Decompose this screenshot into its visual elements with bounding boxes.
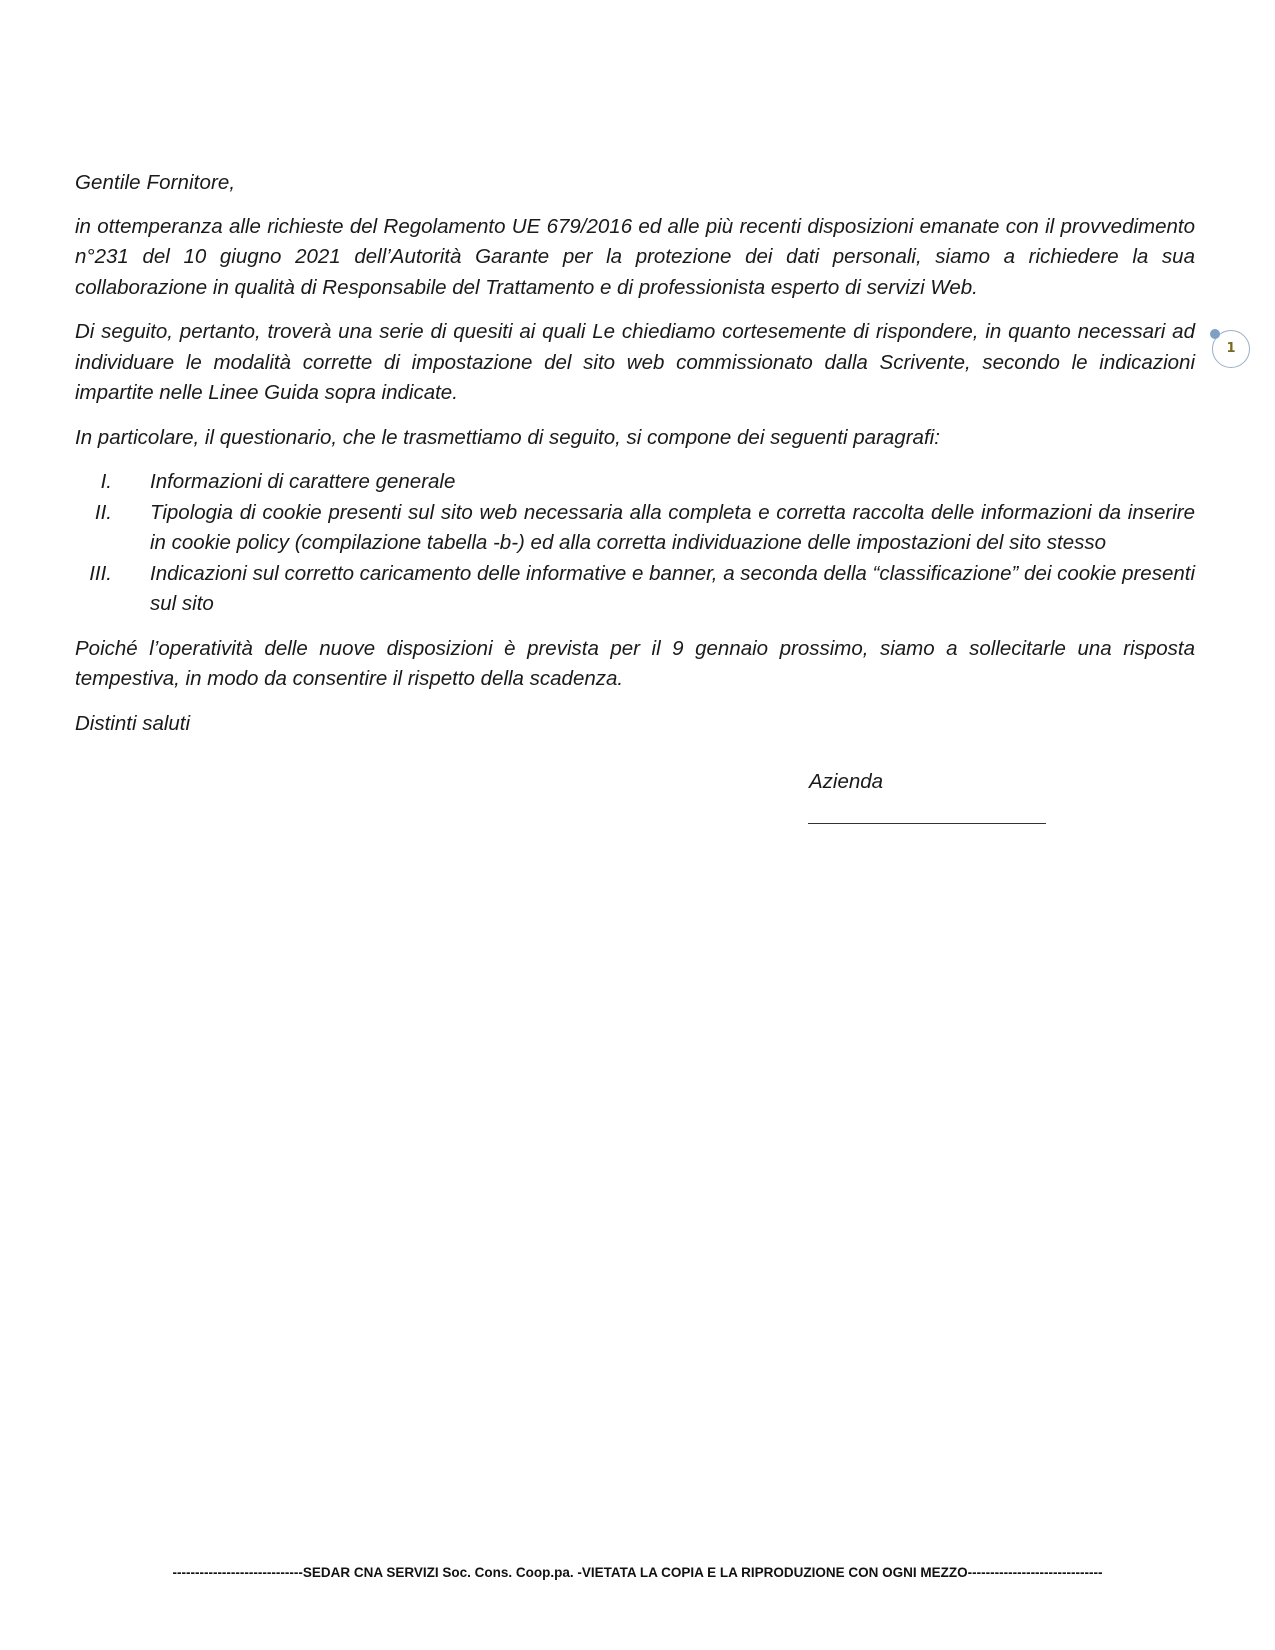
salutation: Gentile Fornitore, — [75, 171, 236, 194]
paragraph-sections: In particolare, il questionario, che le trasmettiamo di seguito, si compone dei seguenti paragrafi: — [75, 425, 940, 449]
closing: Distinti saluti — [75, 711, 191, 735]
list-item-number: III. — [89, 561, 112, 585]
signature-label: Azienda — [809, 770, 884, 793]
list-item — [75, 498, 1195, 559]
page-footer: -----------------------------SEDAR CNA SERVIZI Soc. Cons. Coop.pa. -VIETATA LA COPIA E LA RIPRODUZIONE CON OGNI MEZZO------------------------------ — [172, 1565, 1103, 1580]
list-item-text: Informazioni di carattere generale — [150, 470, 456, 493]
letter-body — [75, 168, 1195, 739]
paragraph-questions: Di seguito, pertanto, troverà una serie di quesiti ai quali Le chiediamo cortesemente di rispondere, in quanto necessari ad individuare le modalità corrette di impostazione del sito web commissionato dalla Scrivente, secondo le indicazioni impartite nelle Linee Guida sopra indicate. — [75, 320, 1195, 404]
paragraph-intro: in ottemperanza alle richieste del Regolamento UE 679/2016 ed alle più recenti disposizioni emanate con il provvedimento n°231 del 10 giugno 2021 dell’Autorità Garante per la protezione dei dati personali, siamo a richiedere la sua collaborazione in qualità di Responsabile del Trattamento e di professionista esperto di servizi Web. — [75, 214, 1195, 299]
paragraph-deadline: Poiché l’operatività delle nuove disposizioni è prevista per il 9 gennaio prossimo, siamo a sollecitarle una risposta tempestiva, in modo da consentire il rispetto della scadenza. — [75, 636, 1195, 690]
list-item — [75, 467, 1195, 498]
sections-list — [75, 467, 1195, 620]
signature-line — [808, 823, 1046, 824]
comment-number[interactable]: 1 — [1226, 341, 1236, 356]
list-item-text: Tipologia di cookie presenti sul sito web necessaria alla completa e corretta raccolta delle informazioni da inserire in cookie policy (compilazione tabella -b-) ed alla corretta individuazione delle impostazioni del sito stesso — [150, 500, 1195, 554]
list-item — [75, 559, 1195, 620]
list-item-number: I. — [100, 470, 112, 493]
list-item-text: Indicazioni sul corretto caricamento delle informative e banner, a seconda della “classificazione” dei cookie presenti sul sito — [150, 561, 1195, 615]
list-item-number: II. — [94, 500, 112, 524]
